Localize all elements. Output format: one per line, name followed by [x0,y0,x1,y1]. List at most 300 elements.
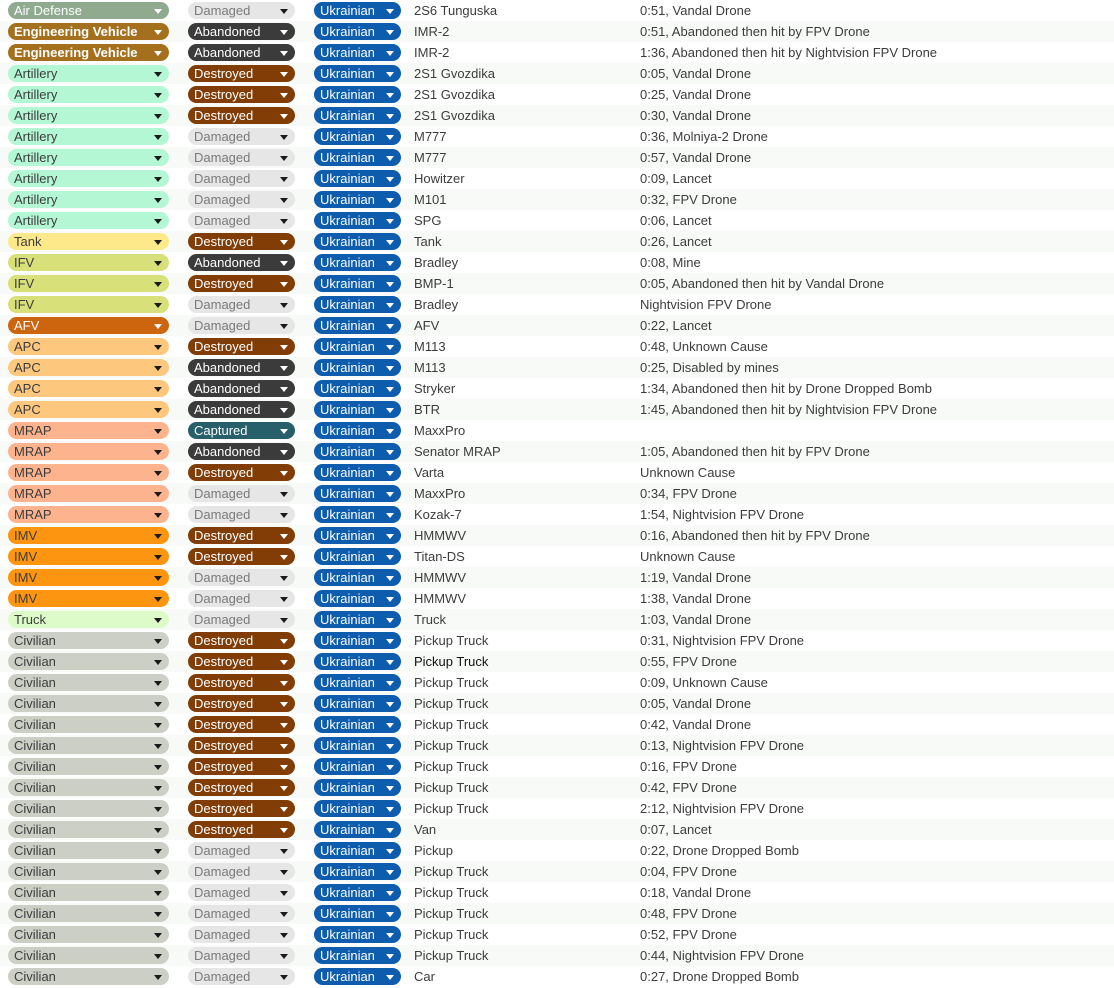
type-select-label: Civilian [14,864,56,879]
chevron-down-icon [154,513,162,518]
chevron-down-icon [154,114,162,119]
status-select[interactable] [188,338,295,355]
chevron-down-icon [280,744,288,749]
chevron-down-icon [280,513,288,518]
type-select[interactable] [8,821,169,838]
table-row [0,714,1114,735]
chevron-down-icon [280,597,288,602]
table-row [0,189,1114,210]
model-name: 2S1 Gvozdika [414,108,495,123]
chevron-down-icon [386,261,394,266]
status-select[interactable] [188,107,295,124]
type-select-label: APC [14,381,41,396]
country-select[interactable] [314,653,401,670]
country-select-label: Ukrainian [320,654,375,669]
country-select[interactable] [314,968,401,985]
type-select-label: IMV [14,549,38,564]
table-row [0,735,1114,756]
type-select-label: IMV [14,570,38,585]
type-select[interactable] [8,695,169,712]
status-select[interactable] [188,716,295,733]
type-select[interactable] [8,527,169,544]
status-select[interactable] [188,590,295,607]
status-select[interactable] [188,170,295,187]
country-select[interactable] [314,359,401,376]
type-select[interactable] [8,422,169,439]
chevron-down-icon [280,219,288,224]
type-select[interactable] [8,548,169,565]
country-select[interactable] [314,338,401,355]
loss-note: 0:27, Drone Dropped Bomb [640,969,799,984]
type-select-label: Civilian [14,759,56,774]
type-select[interactable] [8,338,169,355]
loss-note: 0:13, Nightvision FPV Drone [640,738,805,753]
chevron-down-icon [280,198,288,203]
type-select[interactable] [8,590,169,607]
status-select[interactable] [188,443,295,460]
country-select[interactable] [314,128,401,145]
country-select-label: Ukrainian [320,24,375,39]
type-select[interactable] [8,170,169,187]
chevron-down-icon [154,870,162,875]
country-select[interactable] [314,212,401,229]
chevron-down-icon [386,282,394,287]
table-row [0,945,1114,966]
model-name: HMMWV [414,570,466,585]
country-select[interactable] [314,758,401,775]
chevron-down-icon [154,72,162,77]
type-select[interactable] [8,464,169,481]
type-select[interactable] [8,653,169,670]
status-select-label: Damaged [194,129,251,144]
type-select[interactable] [8,317,169,334]
type-select-label: APC [14,402,41,417]
type-select[interactable] [8,863,169,880]
country-select[interactable] [314,842,401,859]
chevron-down-icon [386,471,394,476]
country-select[interactable] [314,170,401,187]
type-select[interactable] [8,233,169,250]
country-select-label: Ukrainian [320,171,375,186]
type-select-label: Civilian [14,969,56,984]
country-select[interactable] [314,716,401,733]
type-select[interactable] [8,716,169,733]
type-select[interactable] [8,737,169,754]
country-select-label: Ukrainian [320,843,375,858]
loss-note: 0:42, FPV Drone [640,780,737,795]
status-select[interactable] [188,191,295,208]
loss-note: 0:51, Abandoned then hit by FPV Drone [640,24,870,39]
type-select[interactable] [8,611,169,628]
type-select[interactable] [8,191,169,208]
status-select[interactable] [188,632,295,649]
chevron-down-icon [280,849,288,854]
status-select[interactable] [188,926,295,943]
chevron-down-icon [280,765,288,770]
country-select[interactable] [314,548,401,565]
country-select[interactable] [314,191,401,208]
country-select-label: Ukrainian [320,528,375,543]
chevron-down-icon [386,408,394,413]
type-select-label: MRAP [14,423,52,438]
chevron-down-icon [280,261,288,266]
table-row [0,693,1114,714]
loss-note: 0:48, Unknown Cause [640,339,768,354]
country-select[interactable] [314,422,401,439]
chevron-down-icon [386,324,394,329]
status-select[interactable] [188,737,295,754]
model-name: 2S6 Tunguska [414,3,498,18]
table-row [0,252,1114,273]
loss-note: 0:22, Lancet [640,318,712,333]
status-select[interactable] [188,317,295,334]
status-select-label: Damaged [194,885,251,900]
status-select[interactable] [188,275,295,292]
status-select[interactable] [188,233,295,250]
country-select-label: Ukrainian [320,801,375,816]
loss-note: 0:08, Mine [640,255,701,270]
type-select[interactable] [8,569,169,586]
status-select[interactable] [188,86,295,103]
type-select[interactable] [8,65,169,82]
table-row [0,294,1114,315]
chevron-down-icon [154,366,162,371]
type-select[interactable] [8,674,169,691]
country-select-label: Ukrainian [320,738,375,753]
country-select[interactable] [314,296,401,313]
model-name: Pickup Truck [414,885,489,900]
country-select[interactable] [314,926,401,943]
country-select[interactable] [314,779,401,796]
type-select[interactable] [8,401,169,418]
status-select[interactable] [188,548,295,565]
status-select[interactable] [188,800,295,817]
country-select-label: Ukrainian [320,780,375,795]
table-row [0,525,1114,546]
status-select[interactable] [188,611,295,628]
country-select[interactable] [314,611,401,628]
type-select[interactable] [8,485,169,502]
chevron-down-icon [280,639,288,644]
chevron-down-icon [280,345,288,350]
country-select[interactable] [314,485,401,502]
model-name: M777 [414,129,447,144]
table-row [0,0,1114,21]
table-row [0,420,1114,441]
country-select-label: Ukrainian [320,675,375,690]
status-select[interactable] [188,506,295,523]
model-name: Pickup Truck [414,633,489,648]
model-name: Howitzer [414,171,465,186]
status-select[interactable] [188,653,295,670]
model-name: Van [414,822,437,837]
status-select[interactable] [188,905,295,922]
status-select[interactable] [188,821,295,838]
country-select[interactable] [314,317,401,334]
table-row [0,819,1114,840]
type-select-label: Civilian [14,843,56,858]
country-select[interactable] [314,947,401,964]
model-name: 2S1 Gvozdika [414,66,495,81]
loss-note: 1:36, Abandoned then hit by Nightvision FPV Drone [640,45,938,60]
chevron-down-icon [154,282,162,287]
type-select[interactable] [8,758,169,775]
status-select[interactable] [188,65,295,82]
status-select-label: Damaged [194,570,251,585]
country-select[interactable] [314,590,401,607]
status-select[interactable] [188,422,295,439]
chevron-down-icon [386,534,394,539]
chevron-down-icon [386,240,394,245]
status-select[interactable] [188,863,295,880]
status-select[interactable] [188,695,295,712]
country-select[interactable] [314,821,401,838]
country-select[interactable] [314,2,401,19]
country-select[interactable] [314,464,401,481]
type-select[interactable] [8,23,169,40]
status-select-label: Abandoned [194,255,261,270]
type-select[interactable] [8,779,169,796]
country-select[interactable] [314,107,401,124]
status-select[interactable] [188,968,295,985]
country-select[interactable] [314,275,401,292]
loss-note: 0:05, Vandal Drone [640,66,752,81]
loss-note: 0:26, Lancet [640,234,712,249]
status-select-label: Damaged [194,612,251,627]
status-select[interactable] [188,569,295,586]
table-row [0,441,1114,462]
chevron-down-icon [154,261,162,266]
type-select[interactable] [8,128,169,145]
type-select[interactable] [8,212,169,229]
status-select[interactable] [188,44,295,61]
country-select[interactable] [314,233,401,250]
status-select-label: Destroyed [194,822,254,837]
country-select[interactable] [314,65,401,82]
type-select[interactable] [8,44,169,61]
country-select[interactable] [314,674,401,691]
chevron-down-icon [154,30,162,35]
type-select-label: Civilian [14,633,56,648]
chevron-down-icon [386,114,394,119]
country-select-label: Ukrainian [320,381,375,396]
table-row [0,546,1114,567]
country-select[interactable] [314,443,401,460]
status-select[interactable] [188,842,295,859]
chevron-down-icon [280,828,288,833]
type-select-label: Artillery [14,87,58,102]
model-name: Kozak-7 [414,507,462,522]
status-select[interactable] [188,779,295,796]
chevron-down-icon [280,534,288,539]
country-select[interactable] [314,737,401,754]
loss-note: 1:54, Nightvision FPV Drone [640,507,805,522]
type-select[interactable] [8,842,169,859]
chevron-down-icon [154,93,162,98]
type-select[interactable] [8,149,169,166]
status-select[interactable] [188,128,295,145]
status-select[interactable] [188,464,295,481]
chevron-down-icon [280,282,288,287]
status-select-label: Damaged [194,948,251,963]
country-select[interactable] [314,884,401,901]
status-select[interactable] [188,296,295,313]
country-select-label: Ukrainian [320,486,375,501]
type-select[interactable] [8,443,169,460]
model-name: Pickup Truck [414,780,489,795]
chevron-down-icon [280,807,288,812]
status-select[interactable] [188,947,295,964]
type-select[interactable] [8,506,169,523]
status-select[interactable] [188,758,295,775]
country-select[interactable] [314,569,401,586]
country-select[interactable] [314,149,401,166]
chevron-down-icon [386,744,394,749]
country-select-label: Ukrainian [320,465,375,480]
status-select-label: Destroyed [194,801,254,816]
chevron-down-icon [386,618,394,623]
model-name: IMR-2 [414,24,450,39]
loss-note: 1:45, Abandoned then hit by Nightvision FPV Drone [640,402,938,417]
chevron-down-icon [386,849,394,854]
country-select[interactable] [314,380,401,397]
loss-note: 0:07, Lancet [640,822,712,837]
table-row [0,315,1114,336]
status-select[interactable] [188,884,295,901]
country-select[interactable] [314,23,401,40]
country-select[interactable] [314,527,401,544]
status-select[interactable] [188,254,295,271]
loss-note: 1:05, Abandoned then hit by FPV Drone [640,444,870,459]
chevron-down-icon [154,828,162,833]
loss-note: 0:22, Drone Dropped Bomb [640,843,799,858]
chevron-down-icon [280,51,288,56]
country-select-label: Ukrainian [320,213,375,228]
chevron-down-icon [280,135,288,140]
loss-note: 0:42, Vandal Drone [640,717,752,732]
status-select[interactable] [188,380,295,397]
loss-note: 0:16, Abandoned then hit by FPV Drone [640,528,870,543]
model-name: BMP-1 [414,276,454,291]
status-select[interactable] [188,2,295,19]
type-select[interactable] [8,905,169,922]
type-select[interactable] [8,359,169,376]
loss-note: 0:44, Nightvision FPV Drone [640,948,805,963]
chevron-down-icon [386,555,394,560]
chevron-down-icon [386,450,394,455]
chevron-down-icon [280,366,288,371]
status-select[interactable] [188,401,295,418]
status-select[interactable] [188,149,295,166]
country-select-label: Ukrainian [320,906,375,921]
chevron-down-icon [386,303,394,308]
type-select-label: AFV [14,318,40,333]
country-select[interactable] [314,800,401,817]
type-select[interactable] [8,254,169,271]
country-select[interactable] [314,254,401,271]
country-select-label: Ukrainian [320,234,375,249]
loss-note: 0:16, FPV Drone [640,759,737,774]
country-select[interactable] [314,401,401,418]
table-row [0,378,1114,399]
chevron-down-icon [386,933,394,938]
loss-note: 0:36, Molniya-2 Drone [640,129,768,144]
status-select-label: Damaged [194,171,251,186]
loss-note: 0:31, Nightvision FPV Drone [640,633,805,648]
country-select[interactable] [314,44,401,61]
status-select-label: Destroyed [194,87,254,102]
chevron-down-icon [280,975,288,980]
chevron-down-icon [154,51,162,56]
type-select[interactable] [8,884,169,901]
table-row [0,861,1114,882]
type-select[interactable] [8,2,169,19]
type-select[interactable] [8,86,169,103]
type-select-label: Air Defense [14,3,82,18]
type-select[interactable] [8,800,169,817]
chevron-down-icon [280,933,288,938]
country-select-label: Ukrainian [320,507,375,522]
chevron-down-icon [386,93,394,98]
country-select[interactable] [314,506,401,523]
chevron-down-icon [386,345,394,350]
type-select-label: Civilian [14,927,56,942]
type-select-label: IFV [14,255,35,270]
loss-note: 0:05, Abandoned then hit by Vandal Drone [640,276,885,291]
type-select[interactable] [8,947,169,964]
type-select[interactable] [8,107,169,124]
type-select[interactable] [8,296,169,313]
status-select[interactable] [188,23,295,40]
model-name: 2S1 Gvozdika [414,87,495,102]
country-select-label: Ukrainian [320,192,375,207]
model-name: Bradley [414,297,459,312]
type-select[interactable] [8,380,169,397]
country-select-label: Ukrainian [320,423,375,438]
model-name: Pickup Truck [414,948,489,963]
country-select[interactable] [314,86,401,103]
status-select-label: Damaged [194,864,251,879]
type-select[interactable] [8,926,169,943]
model-name: Pickup Truck [414,738,489,753]
table-row [0,399,1114,420]
status-select[interactable] [188,359,295,376]
chevron-down-icon [280,891,288,896]
country-select-label: Ukrainian [320,402,375,417]
chevron-down-icon [280,177,288,182]
country-select[interactable] [314,863,401,880]
chevron-down-icon [154,324,162,329]
status-select[interactable] [188,527,295,544]
country-select[interactable] [314,695,401,712]
status-select[interactable] [188,212,295,229]
status-select-label: Damaged [194,927,251,942]
type-select[interactable] [8,632,169,649]
model-name: M113 [414,339,446,354]
country-select-label: Ukrainian [320,717,375,732]
type-select[interactable] [8,968,169,985]
country-select[interactable] [314,632,401,649]
status-select-label: Destroyed [194,738,254,753]
chevron-down-icon [386,219,394,224]
chevron-down-icon [386,156,394,161]
country-select[interactable] [314,905,401,922]
status-select[interactable] [188,485,295,502]
chevron-down-icon [386,975,394,980]
type-select[interactable] [8,275,169,292]
model-name: Pickup Truck [414,675,489,690]
status-select[interactable] [188,674,295,691]
